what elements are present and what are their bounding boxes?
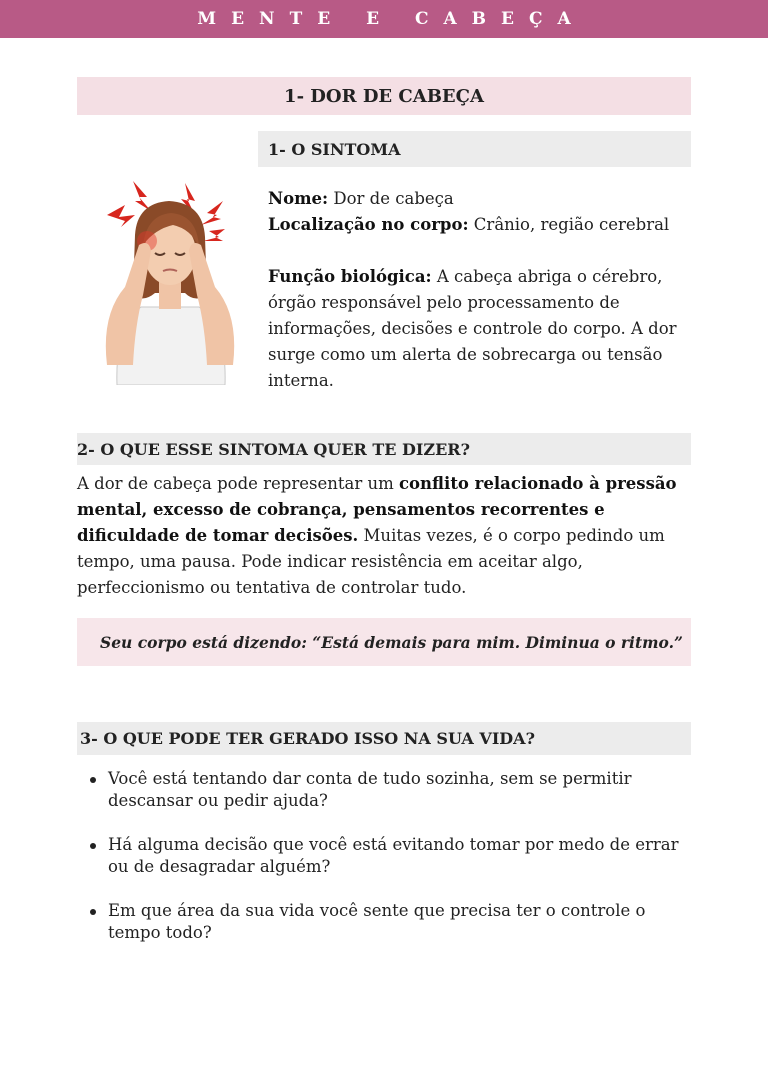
section-meaning-body (77, 471, 691, 601)
section-symptom-heading: 1- O SINTOMA (258, 131, 691, 167)
function-value: A cabeça abriga o cérebro, órgão responsável pelo processamento de informações, decisões e controle do corpo. A dor surge como um alerta de sobrecarga ou tensão interna. (268, 267, 677, 390)
meaning-text-start: A dor de cabeça pode representar um (77, 474, 399, 493)
meaning-text-end: Muitas vezes, é o corpo pedindo um tempo, uma pausa. Pode indicar resistência em aceitar algo, perfeccionismo ou tentativa de controlar tudo. (77, 526, 665, 597)
reflection-questions-list (87, 768, 687, 966)
list-item: Em que área da sua vida você sente que precisa ter o controle o tempo todo? (87, 900, 687, 944)
meaning-text-bold: conflito relacionado à pressão mental, excesso de cobrança, pensamentos recorrentes e dificuldade de tomar decisões. (77, 474, 677, 545)
name-value: Dor de cabeça (328, 189, 454, 208)
list-item: Há alguma decisão que você está evitando tomar por medo de errar ou de desagradar alguém? (87, 834, 687, 878)
woman-with-headache-illustration (95, 175, 245, 385)
symptom-info (268, 186, 693, 394)
page-title: 1- DOR DE CABEÇA (77, 77, 691, 115)
header-title: MENTE E CABEÇA (197, 9, 586, 29)
location-value: Crânio, região cerebral (468, 215, 670, 234)
section-meaning-heading: 2- O QUE ESSE SINTOMA QUER TE DIZER? (77, 433, 691, 465)
name-label: Nome: (268, 189, 329, 208)
symptom-name-line (268, 186, 693, 212)
symptom-location-line (268, 212, 693, 238)
function-label: Função biológica: (268, 267, 432, 286)
symptom-function-line (268, 264, 693, 394)
section-cause-heading: 3- O QUE PODE TER GERADO ISSO NA SUA VIDA? (77, 722, 691, 755)
location-label: Localização no corpo: (268, 215, 469, 234)
list-item: Você está tentando dar conta de tudo sozinha, sem se permitir descansar ou pedir ajuda? (87, 768, 687, 812)
body-message-quote: Seu corpo está dizendo: “Está demais para mim. Diminua o ritmo.” (77, 618, 691, 666)
header-bar (0, 0, 768, 38)
